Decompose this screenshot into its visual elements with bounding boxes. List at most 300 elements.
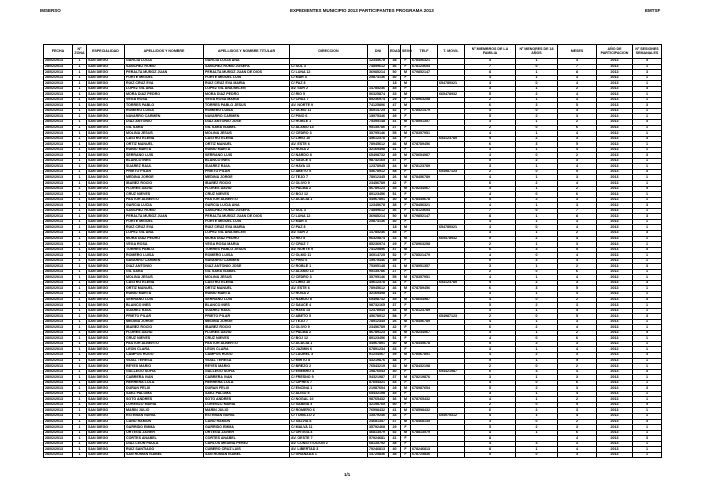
table-cell: 32198765 [368, 402, 389, 408]
table-cell: F [401, 452, 411, 458]
table-cell: C/ PAZ 8 [290, 81, 368, 87]
table-cell: 28/02/2013 [44, 330, 73, 336]
table-cell: ROMERO LUISA [204, 253, 290, 259]
table-cell: 2 [558, 86, 597, 92]
table-cell: 678219876 [411, 375, 438, 381]
table-cell: 2013 [597, 358, 633, 364]
table-cell: 1 [73, 164, 87, 170]
table-cell: 2013 [597, 280, 633, 286]
table-cell: SAN DIEGO [87, 291, 125, 297]
table-cell: 5 [465, 386, 516, 392]
table-cell: F [401, 147, 411, 153]
table-cell: F [401, 425, 411, 431]
table-cell: 2013 [597, 181, 633, 187]
table-cell: 1 [73, 253, 87, 259]
table-cell: SANCHEZ ROMO JOSEFA [204, 208, 290, 214]
table-cell: PRIETO PILAR [125, 169, 204, 175]
table-cell: ORTIZ MANUEL [125, 142, 204, 148]
table-cell: 1 [516, 75, 558, 81]
table-cell: 28/02/2013 [44, 142, 73, 148]
table-cell: SERRANO LUIS [204, 153, 290, 159]
table-cell: 1 [73, 192, 87, 198]
table-cell: 1 [73, 408, 87, 414]
table-cell: 1 [633, 125, 662, 131]
table-cell: SAEZ PALOMA [125, 391, 204, 397]
table-cell: 3 [633, 419, 662, 425]
table-cell: SAN DIEGO [87, 147, 125, 153]
table-cell: 1 [73, 264, 87, 270]
table-cell: 1 [73, 380, 87, 386]
table-cell: 0 [516, 192, 558, 198]
table-cell: 2013 [597, 158, 633, 164]
table-cell: 3 [558, 197, 597, 203]
table-cell: 4 [558, 414, 597, 420]
table-cell: IBAÑEZ ROCIO [204, 181, 290, 187]
column-header: FECHA [44, 45, 73, 59]
table-cell: 4 [558, 253, 597, 259]
table-cell: 49 [389, 297, 401, 303]
table-cell: 14785236 [368, 230, 389, 236]
table-cell: 55 [389, 131, 401, 137]
table-cell: SAN DIEGO [87, 197, 125, 203]
column-header: DNI [368, 45, 389, 59]
table-cell: SAN DIEGO [87, 358, 125, 364]
table-cell: 28/02/2013 [44, 197, 73, 203]
table-cell: MORA DIAZ PEDRO [204, 92, 290, 98]
table-cell: C/ TOMILLO 2 [290, 414, 368, 420]
table-cell: 1 [633, 75, 662, 81]
table-cell: C/ ROBLE 1 [290, 120, 368, 126]
table-cell: SOTO ANDRES [204, 397, 290, 403]
table-cell: LEON CLARA [125, 347, 204, 353]
table-cell: 28/02/2013 [44, 436, 73, 442]
table-cell: 2013 [597, 164, 633, 170]
table-cell: C/ CEDRO 3 [290, 275, 368, 281]
table-cell: C/ ALAMO 14 [290, 269, 368, 275]
table-cell: 3 [465, 391, 516, 397]
table-cell: 1 [73, 391, 87, 397]
table-cell: 95135786 [368, 125, 389, 131]
table-cell: 15975346 [368, 114, 389, 120]
table-cell: 28/02/2013 [44, 291, 73, 297]
table-cell: M [401, 247, 411, 253]
table-cell: 3 [465, 120, 516, 126]
table-cell: 678951357 [411, 120, 438, 126]
table-cell: 2013 [597, 136, 633, 142]
table-cell: 1 [73, 375, 87, 381]
table-cell: 1 [73, 136, 87, 142]
table-cell: 5 [558, 142, 597, 148]
column-header: T. MOVIL [438, 45, 465, 59]
table-cell: DURAN FELIX [204, 386, 290, 392]
table-cell: 65432198 [368, 391, 389, 397]
column-header: AÑO DE PARTICIPACION [597, 45, 633, 59]
table-cell: M [401, 364, 411, 370]
table-cell: 1 [633, 181, 662, 187]
table-cell: C/ ALISO 5 [290, 391, 368, 397]
table-cell: 1 [73, 447, 87, 453]
table-cell: 2013 [597, 291, 633, 297]
table-cell: SAN DIEGO [87, 208, 125, 214]
table-cell: 39 [389, 352, 401, 358]
table-cell: 48 [389, 358, 401, 364]
table-cell: PERALTA MUÑOZ JUAN [125, 70, 204, 76]
table-cell: 1 [73, 308, 87, 314]
table-cell: SAN DIEGO [87, 142, 125, 148]
table-cell: 78945612 [368, 142, 389, 148]
table-cell: C/ ROMERO 6 [290, 408, 368, 414]
table-cell: 1 [633, 319, 662, 325]
table-cell: LORENZO MARIA [204, 402, 290, 408]
table-cell: SAN DIEGO [87, 391, 125, 397]
table-cell: PERALTA MUÑOZ JUAN DE DIOS [204, 214, 290, 220]
table-cell: SAN DIEGO [87, 86, 125, 92]
table-cell: 1 [73, 230, 87, 236]
table-cell: 3 [558, 97, 597, 103]
table-cell: 5 [558, 286, 597, 292]
table-cell: 3 [465, 186, 516, 192]
table-cell: 28/02/2013 [44, 236, 73, 242]
table-cell: 32 [389, 364, 401, 370]
table-cell: FLORES DAVID [125, 186, 204, 192]
table-cell: 1 [633, 358, 662, 364]
table-cell: 1 [516, 414, 558, 420]
table-cell: 2013 [597, 303, 633, 309]
table-cell: 0 [516, 81, 558, 87]
table-cell: 2 [516, 352, 558, 358]
table-cell: 678963258 [411, 97, 438, 103]
table-cell: 5 [465, 197, 516, 203]
table-cell: SAN DIEGO [87, 92, 125, 98]
table-cell: ORTEGA JAVIER [204, 430, 290, 436]
table-cell: 38 [389, 441, 401, 447]
table-cell: 3 [633, 103, 662, 109]
table-cell: 2013 [597, 425, 633, 431]
table-cell: 3 [465, 291, 516, 297]
table-cell: 4 [465, 219, 516, 225]
header-left: IMSERSO [40, 8, 61, 13]
table-cell: 2 [558, 264, 597, 270]
table-cell: 28/02/2013 [44, 352, 73, 358]
table-cell: 1 [73, 97, 87, 103]
table-cell: SAN DIEGO [87, 81, 125, 87]
table-cell: 28/02/2013 [44, 208, 73, 214]
table-cell: 0 [516, 225, 558, 231]
table-cell: 678813579 [411, 430, 438, 436]
table-cell: SAN DIEGO [87, 425, 125, 431]
table-cell: 29 [389, 425, 401, 431]
table-cell: PASTOR ALBERTO [204, 197, 290, 203]
table-cell: 1 [73, 425, 87, 431]
table-cell: 2013 [597, 436, 633, 442]
table-cell: 2013 [597, 264, 633, 270]
table-cell: C/ BOJ 12 [290, 336, 368, 342]
table-cell: SAN DIEGO [87, 269, 125, 275]
table-cell: SUAREZ RAUL [204, 308, 290, 314]
table-cell: 0 [516, 452, 558, 458]
table-cell: 2013 [597, 97, 633, 103]
table-cell: F [401, 169, 411, 175]
table-cell: 1 [516, 430, 558, 436]
table-cell: 5 [465, 280, 516, 286]
table-cell: 2013 [597, 308, 633, 314]
table-cell: 1 [73, 114, 87, 120]
table-cell: 678357951 [411, 131, 438, 137]
table-cell: 28/02/2013 [44, 64, 73, 70]
table-cell: 6 [465, 247, 516, 253]
table-cell: C/ ORTIGA 4 [290, 430, 368, 436]
table-cell: 3 [633, 264, 662, 270]
table-cell: 4 [465, 59, 516, 65]
table-cell: F [401, 258, 411, 264]
table-cell: C/ LIRIO 10 [290, 136, 368, 142]
table-cell: 678951357 [411, 264, 438, 270]
table-cell: 28/02/2013 [44, 175, 73, 181]
table-cell: LOPEZ GIL ANA BELEN [204, 230, 290, 236]
table-cell: M [401, 275, 411, 281]
table-cell: 76598432 [368, 408, 389, 414]
table-cell: F [401, 203, 411, 209]
table-cell: 2 [516, 136, 558, 142]
table-cell: SAN DIEGO [87, 303, 125, 309]
table-cell: 1 [633, 236, 662, 242]
table-cell: 1 [633, 142, 662, 148]
table-cell: 3 [558, 203, 597, 209]
table-cell: 3 [633, 297, 662, 303]
table-cell: 1 [73, 59, 87, 65]
table-cell: 678123789 [411, 308, 438, 314]
table-cell: 2013 [597, 275, 633, 281]
table-cell: 3 [633, 230, 662, 236]
table-cell: SAN DIEGO [87, 114, 125, 120]
table-cell: 1 [73, 347, 87, 353]
table-cell: BLANCO INES [204, 158, 290, 164]
table-cell: SAN DIEGO [87, 402, 125, 408]
table-cell: 0 [516, 64, 558, 70]
table-cell: SAN DIEGO [87, 408, 125, 414]
table-cell: 6 [465, 103, 516, 109]
table-cell: SAN DIEGO [87, 258, 125, 264]
table-cell: SAN DIEGO [87, 308, 125, 314]
table-cell: 0 [516, 364, 558, 370]
table-cell: C/ ENCINA 1 [290, 386, 368, 392]
table-cell: 3 [516, 286, 558, 292]
table-cell: NAVARRO CARMEN [125, 114, 204, 120]
table-cell: 2 [558, 297, 597, 303]
table-cell: 2013 [597, 197, 633, 203]
table-cell: 29 [389, 97, 401, 103]
table-cell: 3 [633, 120, 662, 126]
table-cell: C/ PALMA 2 [290, 186, 368, 192]
table-cell: GARCIA LUCIA [125, 59, 204, 65]
table-cell: 1 [73, 319, 87, 325]
table-cell: 28/02/2013 [44, 308, 73, 314]
table-cell: 28/02/2013 [44, 59, 73, 65]
table-cell: F [401, 59, 411, 65]
table-cell: 4 [465, 225, 516, 231]
table-cell: CASTRO ELENA [204, 136, 290, 142]
table-cell: 1 [73, 358, 87, 364]
table-cell: 1 [633, 452, 662, 458]
table-cell: NAVARRO CARMEN [204, 258, 290, 264]
table-cell: 1 [633, 64, 662, 70]
table-cell: 678234567 [411, 330, 438, 336]
table-cell: 2013 [597, 258, 633, 264]
table-cell: SAN DIEGO [87, 280, 125, 286]
table-cell: 2013 [597, 375, 633, 381]
table-body [44, 59, 662, 458]
table-cell: PRIETO PILAR [204, 169, 290, 175]
table-cell: 1 [633, 447, 662, 453]
table-cell: 1 [73, 269, 87, 275]
table-cell: 35 [389, 186, 401, 192]
table-cell: 43219876 [368, 358, 389, 364]
table-cell: SAN DIEGO [87, 347, 125, 353]
table-cell: 56789123 [368, 330, 389, 336]
table-cell: M [401, 70, 411, 76]
table-cell: M [401, 264, 411, 270]
table-cell: 38 [389, 452, 401, 458]
table-cell: 5 [465, 158, 516, 164]
page-number: 1/1 [344, 472, 351, 477]
table-cell: 678123789 [411, 164, 438, 170]
table-cell: C/ CRUZ 7 [290, 242, 368, 248]
table-cell: 4 [558, 92, 597, 98]
table-cell: CORTES ANABEL [125, 436, 204, 442]
table-cell: SAN DIEGO [87, 386, 125, 392]
table-cell: 1 [633, 364, 662, 370]
table-cell: 1 [633, 391, 662, 397]
table-cell: GALLEGO SOFIA [125, 369, 204, 375]
table-cell: 1 [516, 291, 558, 297]
table-cell: M [401, 103, 411, 109]
table-cell: 3 [633, 330, 662, 336]
table-cell: 4 [558, 81, 597, 87]
table-cell: 28/02/2013 [44, 181, 73, 187]
table-cell: 3 [633, 436, 662, 442]
table-cell: 1 [633, 430, 662, 436]
table-cell: GARCIA LUCIA [125, 203, 204, 209]
table-cell: C/ ALAMO 14 [290, 125, 368, 131]
table-cell: 0 [516, 380, 558, 386]
header-right: EMTSF [645, 8, 661, 13]
table-cell: 2013 [597, 186, 633, 192]
table-cell: 1 [633, 303, 662, 309]
table-cell: 4 [558, 131, 597, 137]
table-cell: 39 [389, 114, 401, 120]
table-cell: 28/02/2013 [44, 147, 73, 153]
table-cell: DURAN FELIX [125, 386, 204, 392]
document-title: EXPEDIENTES MUNICIPIO 2013 PARTICIPANTES PROGRAMA 2013 [290, 8, 434, 13]
table-cell: 30 [389, 197, 401, 203]
table-cell: 5 [465, 236, 516, 242]
table-cell: SAN DIEGO [87, 369, 125, 375]
table-cell: 3 [558, 175, 597, 181]
table-cell: 28/02/2013 [44, 264, 73, 270]
table-cell: GARCIA LUCIA ANA [204, 59, 290, 65]
table-cell: MORA DIAZ PEDRO [125, 236, 204, 242]
table-cell: SAN DIEGO [87, 341, 125, 347]
table-cell: 3 [465, 308, 516, 314]
table-cell: SAN DIEGO [87, 120, 125, 126]
table-cell: 28/02/2013 [44, 358, 73, 364]
table-cell: 1 [73, 452, 87, 458]
table-cell: 2 [558, 230, 597, 236]
table-cell: REYES MARIO [204, 364, 290, 370]
table-cell: 1 [516, 330, 558, 336]
table-cell: CAMPOS HUGO [125, 352, 204, 358]
table-cell: F [401, 414, 411, 420]
table-cell: 1 [73, 414, 87, 420]
table-cell: M [401, 330, 411, 336]
table-cell: 45 [389, 391, 401, 397]
table-cell: SAN DIEGO [87, 181, 125, 187]
table-cell: 2013 [597, 336, 633, 342]
table-cell: 52 [389, 430, 401, 436]
table-cell: 2013 [597, 142, 633, 148]
table-cell: SAN DIEGO [87, 253, 125, 259]
table-cell: 41 [389, 436, 401, 442]
table-cell: SERRANO LUIS [204, 297, 290, 303]
table-cell: M [401, 164, 411, 170]
table-cell: 3 [558, 408, 597, 414]
table-cell: 2 [516, 236, 558, 242]
table-cell: 4 [465, 275, 516, 281]
table-cell: 56789123 [368, 186, 389, 192]
table-cell: 6 [465, 142, 516, 148]
table-cell: 678123654 [411, 208, 438, 214]
table-cell: 46 [389, 286, 401, 292]
table-cell: 2013 [597, 364, 633, 370]
table-cell: 6 [465, 408, 516, 414]
table-cell: RUIZ CRUZ EVA MARIA [204, 225, 290, 231]
table-cell: DIAZ LEON PAULA [125, 441, 204, 447]
table-cell: SAN DIEGO [87, 214, 125, 220]
table-cell: TORRES PABLO [125, 247, 204, 253]
table-cell: 28/02/2013 [44, 131, 73, 137]
table-cell: 1 [633, 97, 662, 103]
table-cell: 28/02/2013 [44, 114, 73, 120]
table-cell: 1 [633, 92, 662, 98]
table-cell: 2013 [597, 131, 633, 137]
table-cell: 51 [389, 336, 401, 342]
table-cell: F [401, 230, 411, 236]
table-cell: SAN DIEGO [87, 319, 125, 325]
table-cell: C/ ROSA 2 [290, 291, 368, 297]
table-cell: F [401, 114, 411, 120]
table-cell: RUIZ SANTIAGO [125, 447, 204, 453]
table-cell: SAN DIEGO [87, 230, 125, 236]
table-cell: 678432198 [411, 364, 438, 370]
table-cell: 4 [465, 336, 516, 342]
table-cell: 4 [465, 414, 516, 420]
table-cell: 36914725 [368, 108, 389, 114]
table-cell: 8 [465, 214, 516, 220]
table-cell: PASTOR ALBERTO [125, 197, 204, 203]
table-cell: C/ TEJO 7 [290, 175, 368, 181]
table-cell: 37 [389, 303, 401, 309]
table-cell: 37 [389, 158, 401, 164]
table-cell: DIAZ ANTONIO [125, 264, 204, 270]
table-cell: 1 [73, 181, 87, 187]
table-cell: 2013 [597, 341, 633, 347]
table-cell: 1 [633, 192, 662, 198]
table-cell: 1 [73, 81, 87, 87]
table-cell: 96325874 [368, 236, 389, 242]
table-cell: 1 [73, 280, 87, 286]
table-cell: RUBIO MARTA [125, 147, 204, 153]
table-cell: 28/02/2013 [44, 108, 73, 114]
